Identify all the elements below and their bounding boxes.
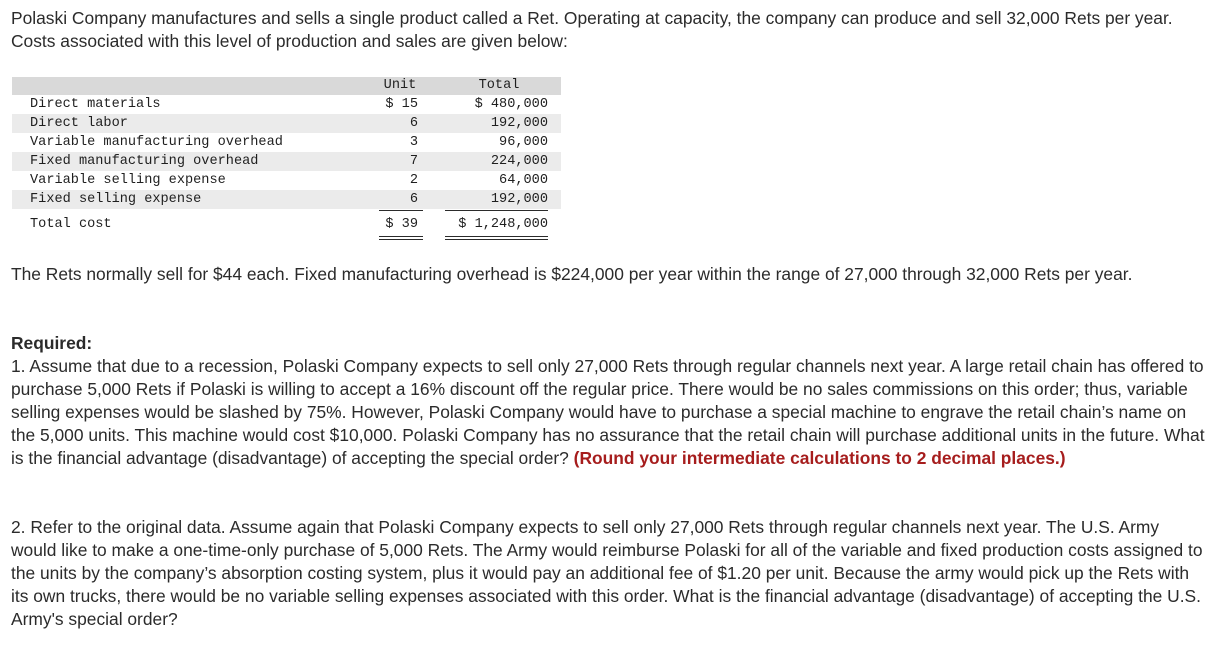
- row-total: 224,000: [490, 154, 548, 169]
- required-heading: Required:: [11, 333, 93, 353]
- unit-total-double-rule-2: [379, 239, 423, 240]
- row-total: 192,000: [490, 192, 548, 207]
- requirement-2: 2. Refer to the original data. Assume again that Polaski Company expects to sell only 27,000 Rets through regular channels next year. The U.S. Army would like to make a one-time-only purchase of 5,000 Rets. The Army would reimburse Polaski for all of the variable and fixed production costs assigned to the units by the company’s absorption costing system, plus it would pay an additional fee of $1.20 per unit. Because the army would pick up the Rets with its own trucks, there would be no variable selling expenses associated with this order. What is the financial advantage (disadvantage) of accepting the U.S. Army's special order?: [11, 517, 1203, 629]
- header-total: Total: [478, 78, 520, 93]
- total-amount: $ 1,248,000: [458, 217, 548, 232]
- row-label: Fixed selling expense: [30, 192, 202, 207]
- table-row: [12, 190, 561, 209]
- row-unit: 6: [409, 116, 418, 131]
- total-label: Total cost: [30, 217, 112, 232]
- row-label: Fixed manufacturing overhead: [30, 154, 259, 169]
- row-label: Direct labor: [30, 116, 128, 131]
- header-unit: Unit: [383, 78, 417, 93]
- table-header: [12, 77, 561, 95]
- row-label: Direct materials: [30, 97, 161, 112]
- row-total: 64,000: [499, 173, 548, 188]
- unit-total-double-rule-1: [379, 236, 423, 237]
- total-double-rule-1: [445, 236, 548, 237]
- row-unit: 6: [409, 192, 418, 207]
- table-row: [12, 133, 561, 152]
- note-paragraph: The Rets normally sell for $44 each. Fixed manufacturing overhead is $224,000 per year within the range of 27,000 through 32,000 Rets per year.: [11, 264, 1133, 284]
- rounding-instruction: (Round your intermediate calculations to 2 decimal places.): [573, 448, 1066, 468]
- row-unit: 3: [409, 135, 418, 150]
- row-unit: 7: [409, 154, 418, 169]
- requirement-1-text: 1. Assume that due to a recession, Polaski Company expects to sell only 27,000 Rets through regular channels next year. A large retail chain has offered to purchase 5,000 Rets if Polaski is willing to accept a 16% discount off the regular price. There would be no sales commissions on this order; thus, variable selling expenses would be slashed by 75%. However, Polaski Company would have to purchase a special machine to engrave the retail chain’s name on the 5,000 units. This machine would cost $10,000. Polaski Company has no assurance that the retail chain will purchase additional units in the future. What is the financial advantage (disadvantage) of accepting the special order?: [11, 356, 1205, 468]
- table-row: [12, 114, 561, 133]
- row-total: 96,000: [499, 135, 548, 150]
- total-subtotal-rule: [445, 210, 548, 211]
- unit-subtotal-rule: [379, 210, 423, 211]
- requirement-1: [11, 355, 1206, 470]
- total-unit: $ 39: [385, 217, 418, 232]
- table-row: [12, 171, 561, 190]
- row-label: Variable selling expense: [30, 173, 226, 188]
- row-label: Variable manufacturing overhead: [30, 135, 283, 150]
- table-row: [12, 152, 561, 171]
- table-row: [12, 95, 561, 114]
- row-total: $ 480,000: [474, 97, 548, 112]
- row-total: 192,000: [490, 116, 548, 131]
- cost-table: [12, 77, 562, 244]
- row-unit: $ 15: [385, 97, 418, 112]
- row-unit: 2: [409, 173, 418, 188]
- total-double-rule-2: [445, 239, 548, 240]
- intro-paragraph: Polaski Company manufactures and sells a single product called a Ret. Operating at capacity, the company can produce and sell 32,000 Rets per year. Costs associated with this level of production and sales are given below:: [11, 8, 1173, 51]
- total-row: [12, 215, 561, 234]
